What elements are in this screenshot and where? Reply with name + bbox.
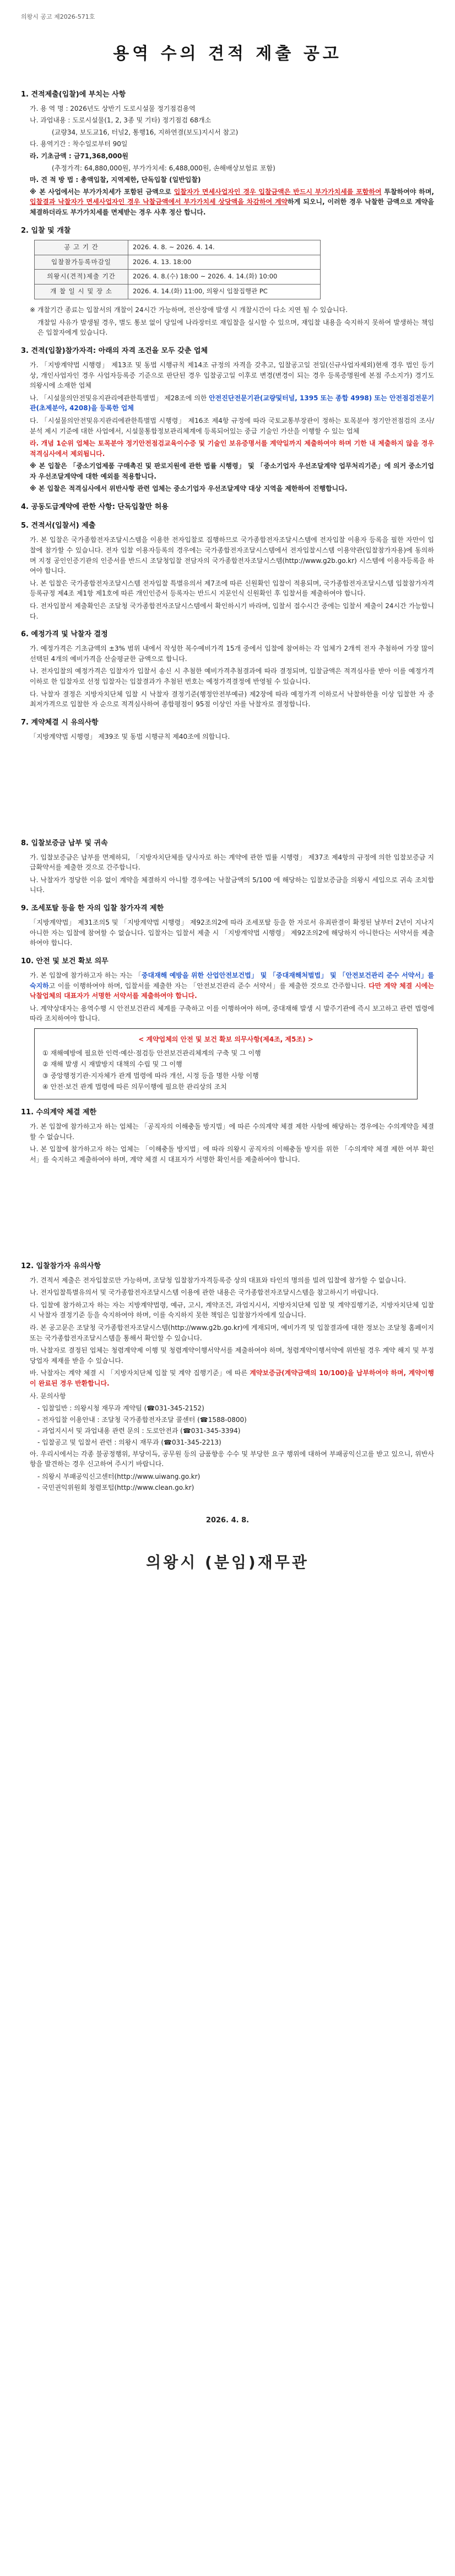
vat-note-post: 하게 되오니, 이러한 경우 낙찰한 금액으로 계약을 체결하더라도 부가가치세를 면제받는 경우 사후 정산 합니다. — [30, 198, 434, 217]
vat-note-red-1: 입찰자가 면세사업자인 경우 입찰금액은 반드시 부가가치세를 포함하여 — [174, 187, 382, 196]
schedule-table — [34, 240, 321, 299]
bidder-note: 다. 입찰에 참가하고자 하는 자는 지방계약법령, 예규, 고시, 계약조건, 과업지시서, 지방자치단체 입찰 및 계약집행기준, 지방자치단체 입찰 시 낙찰자 결정기준 등을 숙지하여야 하며, 이를 숙지하지 못한 책임은 입찰참가자에게 있습니다. — [30, 1301, 434, 1319]
report-link[interactable]: - 국민권익위원회 청렴포털(http://www.clean.go.kr) — [37, 1484, 194, 1492]
section-qualification — [21, 346, 434, 494]
price-item: 가. 예정가격은 기초금액의 ±3% 범위 내에서 작성한 복수예비가격 15개 중에서 입찰에 참여하는 각 업체가 2개씩 전자 추첨하여 가장 많이 선택된 4개의 예비가격을 산술평균한 금액으로 합니다. — [30, 645, 434, 663]
amount-breakdown: (추정가격: 64,880,000원, 부가가치세: 6,488,000원, 손해배상보험료 포함) — [52, 164, 275, 172]
section-private-contract-limit — [21, 1107, 434, 1165]
section-bid-subject — [21, 89, 434, 218]
vat-note-red-2: 입찰결과 낙찰자가 면세사업자인 경우 낙찰금액에서 부가가치세 상당액을 차감하여 계약 — [30, 198, 288, 206]
document-title: 용역 수의 견적 제출 공고 — [113, 44, 342, 64]
bond-item: 가. 입찰보증금은 납부를 면제하되, 「지방자치단체를 당사자로 하는 계약에 관한 법률 시행령」 제37조 제4항의 규정에 의한 입찰보증금 지급확약서를 제출한 것으로 간주합니다. — [30, 853, 434, 872]
section-heading: 8. 입찰보증금 납부 및 귀속 — [21, 839, 108, 847]
section-heading: 5. 견적서(입찰서) 제출 — [21, 522, 96, 530]
safety-obligations-box — [34, 1028, 418, 1099]
box-item: ④ 안전·보건 관계 법령에 따른 의무이행에 필요한 관리상의 조치 — [42, 1083, 227, 1091]
contract-note-text: 「지방계약법 시행령」 제39조 및 동법 시행규칙 제40조에 의합니다. — [30, 732, 230, 740]
service-name: 가. 용 역 명 : 2026년도 상반기 도로시설물 정기점검용역 — [30, 104, 196, 112]
section-heading: 9. 조세포탈 등을 한 자의 입찰 참가자격 제한 — [21, 904, 164, 913]
box-item: ① 재해예방에 필요한 인력·예산·점검등 안전보건관리체계의 구축 및 그 이행 — [42, 1049, 261, 1057]
section-heading: 6. 예정가격 및 낙찰자 결정 — [21, 630, 108, 639]
contact-item: - 전자입찰 이용안내 : 조달청 국가종합전자조달 콜센터 (☎1588-0800) — [37, 1415, 247, 1424]
section-price-decision — [21, 629, 434, 710]
vat-note — [30, 187, 434, 218]
box-item: ② 재해 발생 시 재발방지 대책의 수립 및 그 이행 — [42, 1060, 182, 1069]
qualification-na-blue: 안전진단전문기관(교량및터널, 1395 또는 종합 4998) 또는 안전점검전문기관(초제분야, 4208)을 등록한 업체 — [30, 394, 434, 412]
qualification-note: ※ 본 입찰은 「중소기업제품 구매촉진 및 판로지원에 관한 법률 시행령」 및 「중소기업자 우선조달계약 업무처리기준」에 의거 중소기업자 우선조달계약에 대한 예외를 적용합니다. — [30, 462, 434, 480]
bid-method: 마. 견 적 방 법 : 총액입찰, 지역제한, 단독입찰 (일반입찰) — [30, 176, 201, 184]
issuer-name: 의왕시 (분임)재무관 — [146, 1553, 309, 1572]
table-row — [35, 285, 321, 299]
service-period: 다. 용역기간 : 착수일로부터 90일 — [30, 140, 128, 148]
section-heading: 2. 입찰 및 개찰 — [21, 226, 71, 235]
schedule-note: ※ 개찰기간 종료는 입찰서의 개찰이 24시간 가능하며, 전산장애 발생 시 개찰시간이 다소 지연 될 수 있습니다. — [30, 306, 348, 314]
box-item: ③ 중앙행정기관·지자체가 관계 법령에 따라 개선, 시정 등을 명한 사항 이행 — [42, 1071, 259, 1080]
schedule-key: 공 고 기 간 — [35, 240, 128, 255]
section-heading: 10. 안전 및 보건 확보 의무 — [21, 957, 109, 965]
safety-ga-post: 고 이를 이행하여야 하며, 입찰서를 제출한 자는 「안전보건관리 준수 서약서」를 제출한 것으로 간주합니다. — [48, 981, 366, 990]
bidder-note — [30, 1368, 434, 1388]
base-amount: 라. 기초금액 : 금71,368,000원 — [30, 152, 128, 160]
safety-ga-blue: 중대재해 예방을 위한 산업안전보건법」 및 「중대재해처벌법」 및 「안전보건관리 준수 서약서」를 숙지하 — [30, 972, 434, 990]
schedule-value: 2026. 4. 8.(수) 18:00 ~ 2026. 4. 14.(화) 10:00 — [128, 270, 321, 285]
safety-ga — [30, 970, 434, 1001]
section-heading: 3. 견적(입찰)참가자격: 아래의 자격 조건을 모두 갖춘 업체 — [21, 346, 208, 355]
section-contract-notes — [21, 717, 434, 742]
table-row — [35, 255, 321, 270]
safety-ga-pre: 가. 본 입찰에 참가하고자 하는 자는 「 — [30, 972, 142, 980]
section-tax-evasion — [21, 903, 434, 948]
qualification-note: ※ 본 입찰은 적격심사에서 위반사항 관련 업체는 중소기업자 우선조달계약 대상 지역을 제한하여 진행합니다. — [30, 485, 348, 493]
schedule-value: 2026. 4. 13. 18:00 — [128, 255, 321, 270]
vat-note-mid: 투찰하여야 하며, — [381, 187, 434, 196]
schedule-value: 2026. 4. 14.(화) 11:00, 의왕시 입찰집행관 PC — [128, 285, 321, 299]
section-heading: 1. 견적제출(입찰)에 부치는 사항 — [21, 90, 126, 99]
section-heading: 11. 수의계약 체결 제한 — [21, 1108, 97, 1117]
section-safety — [21, 956, 434, 1099]
bidder-note: 라. 본 공고문은 조달청 국가종합전자조달시스템(http://www.g2b.go.kr)에 게재되며, 예비가격 및 입찰결과에 대한 정보는 조달청 홈페이지 또는 국가종합전자조달시스템을 통해서 확인할 수 있습니다. — [30, 1324, 434, 1342]
bond-item: 나. 낙찰자가 정당한 이유 없이 계약을 체결하지 아니할 경우에는 낙찰금액의 5/100 에 해당하는 입찰보증금을 의왕시 세입으로 귀속 조치합니다. — [30, 876, 434, 894]
safety-na: 나. 계약상대자는 용역수행 시 안전보건관리 체계를 구축하고 이를 이행하여야 하며, 중대재해 발생 시 발주기관에 즉시 보고하고 관련 법령에 따라 조치하여야 합니다. — [30, 1004, 434, 1023]
schedule-key: 개 찰 일 시 및 장 소 — [35, 285, 128, 299]
submission-item: 다. 전자입찰서 제출확인은 조달청 국가종합전자조달시스템에서 확인하시기 바라며, 입찰서 접수시간 중에는 입찰서 제출이 24시간 가능합니다. — [30, 602, 434, 620]
bidder-note-red: 계약보증금(계약금액의 10/100)을 납부하여야 하며, 계약이행이 완료된 경우 반환합니다. — [30, 1369, 434, 1388]
price-item: 나. 전자입찰의 예정가격은 입찰자가 입찰서 송신 시 추첨한 예비가격추첨결과에 따라 결정되며, 입찰금액은 적격심사를 받아 이를 예정가격 이하로 한 입찰자로 선정 입찰자는 입찰결과가 추첨된 번호는 예정가격결정에 반영될 수 있습니다. — [30, 667, 434, 686]
limit-item: 나. 본 입찰에 참가하고자 하는 업체는 「이해충돌 방지법」에 따라 의왕시 공직자의 이해충돌 방지를 위한 「수의계약 체결 제한 여부 확인서」를 숙지하고 제출하여야 하며, 계약 체결 시 대표자가 서명한 확인서를 제출하여야 합니다. — [30, 1145, 434, 1163]
contact-item: - 과업지시서 및 과업내용 관련 문의 : 도로안전과 (☎031-345-3394) — [37, 1427, 241, 1435]
schedule-key: 의왕시(견적)제출 기간 — [35, 270, 128, 285]
table-row — [35, 240, 321, 255]
section-bidder-notes — [21, 1261, 434, 1493]
section-heading: 12. 입찰참가자 유의사항 — [21, 1262, 101, 1270]
limit-item: 가. 본 입찰에 참가하고자 하는 업체는 「공직자의 이해충돌 방지법」에 따른 수의계약 체결 제한 사항에 해당하는 경우에는 수의계약을 체결할 수 없습니다. — [30, 1123, 434, 1141]
qualification-na — [30, 393, 434, 414]
task-detail: (교량34, 보도교16, 터널2, 통행16, 지하연결(보도)지시서 참고) — [52, 128, 239, 136]
section-bid-opening — [21, 226, 434, 338]
submission-item: 가. 본 입찰은 국가종합전자조달시스템을 이용한 전자입찰로 집행하므로 국가종합전자조달시스템에 전자입찰 이용자 등록을 필한 자만이 입찰에 참가할 수 있습니다. 전자 입찰 이용자등록의 경우에는 국가종합전자조달시스템에서 전자입찰시스템 이용약관(입찰참가자용)에 동의하며 지정 공인인증기관의 인증서를 반드시 조달청입찰 전담자의 국가종합전자조달시스템(http://www.g2b.go.kr) 시스템에 이용자등록을 하여야 합니다. — [30, 536, 434, 575]
bidder-note: 가. 견적서 제출은 전자입찰로만 가능하며, 조달청 입찰참가자격등록증 상의 대표와 타인의 명의를 빌려 입찰에 참가할 수 없습니다. — [30, 1276, 407, 1284]
qualification-da: 다. 「시설물의안전및유지관리에관한특별법 시행령」 제16조 제4항 규정에 따라 국토교통부장관이 정하는 토목분야 정기안전점검의 조사/분석 제시 기준에 대한 사업에서, 시설물통합정보관리체계에 등록되어있는 중급 기술인 가산을 이행할 수 있는 업체 — [30, 416, 434, 435]
schedule-note: 개찰일 사유가 발생될 경우, 별도 통보 없이 당일에 나라장터로 재입찰을 실시할 수 있으며, 재입찰 내용을 숙지하지 못하여 발생하는 책임은 입찰자에게 있습니다. — [37, 318, 434, 337]
bidder-note: 마. 낙찰자로 결정된 업체는 청렴계약제 이행 및 청렴계약이행서약서를 제출하여야 하며, 청렴계약이행서약에 위반될 경우 계약 해지 및 부정당업자 제재를 받을 수 있습니다. — [30, 1346, 434, 1365]
section-submission — [21, 520, 434, 621]
schedule-key: 입찰참가등록마감일 — [35, 255, 128, 270]
qualification-ra: 라. 개념 1순위 업체는 토목분야 정기안전점검교육이수증 및 기술인 보유증명서를 계약일까지 제출하여야 하며 기한 내 제출하지 않을 경우 적격심사에서 제외됩니다. — [30, 439, 434, 458]
vat-note-pre: ※ 본 사업에서는 부가가치세가 포함된 금액으로 — [30, 187, 174, 196]
schedule-value: 2026. 4. 8. ~ 2026. 4. 14. — [128, 240, 321, 255]
bidder-note-text: 바. 낙찰자는 계약 체결 시 「지방자치단체 입찰 및 계약 집행기준」에 따른 — [30, 1369, 250, 1377]
notice-date: 2026. 4. 8. — [205, 1516, 250, 1525]
submission-item: 나. 본 입찰은 국가종합전자조달시스템 전자입찰 특별유의서 제7조에 따른 신원확인 입찰이 적용되며, 국가종합전자조달시스템 입찰참가자격등록규정 제4조 제1항 제1호에 따른 개인인증서 등록자는 반드시 지문인식 신원확인 후 입찰서를 제출하여야 합니다. — [30, 579, 434, 598]
task-content: 나. 과업내용 : 도로시설물(1, 2, 3종 및 기타) 정기점검 68개소 — [30, 116, 212, 125]
notice-number: 의왕시 공고 제2026-571호 — [21, 13, 95, 20]
table-row — [35, 270, 321, 285]
bidder-note: 아. 우리시에서는 각종 불공정행위, 부당이득, 공무원 등의 금품향응 수수 및 부당한 요구 행위에 대하여 부패공익신고를 받고 있으니, 위반사항을 발견하는 경우 신고하여 주시기 바랍니다. — [30, 1450, 434, 1468]
bidder-note: 나. 전자입찰특별유의서 및 국가종합전자조달시스템 이용에 관한 내용은 국가종합전자조달시스템을 참고하시기 바랍니다. — [30, 1289, 379, 1297]
contact-item: - 입찰공고 및 입찰서 관련 : 의왕시 재무과 (☎031-345-2213) — [37, 1439, 221, 1447]
spacer — [21, 750, 434, 838]
section-heading: 7. 계약체결 시 유의사항 — [21, 718, 99, 727]
section-bid-bond — [21, 838, 434, 896]
spacer — [21, 1173, 434, 1261]
tax-evasion-text: 「지방계약법」 제31조의5 및 「지방계약법 시행령」 제92조의2에 따라 조세포탈 등을 한 자로서 유죄판결이 확정된 날부터 2년이 지나지 아니한 자는 입찰에 참여할 수 없습니다. 입찰자는 입찰서 제출 시 「지방계약법 시행령」 제92조의2에 해당하지 아니한다는 서약서를 제출하여야 합니다. — [30, 919, 434, 947]
box-title: < 계약업체의 안전 및 보건 확보 의무사항(제4조, 제5조) > — [138, 1035, 313, 1044]
section-heading: 4. 공동도급계약에 관한 사항: 단독입찰만 허용 — [21, 503, 169, 512]
qualification-na-text: 나. 「시설물의안전및유지관리에관한특별법」 제28조에 의한 — [30, 394, 209, 402]
section-joint-contract — [21, 502, 434, 513]
contact-item: - 입찰일반 : 의왕시청 재무과 계약팀 (☎031-345-2152) — [37, 1404, 204, 1413]
safety-ga-red: 다만 계약 체결 시에는 낙찰업체의 대표자가 서명한 서약서를 제출하여야 합니다. — [30, 981, 434, 1000]
report-link[interactable]: - 의왕시 부패공익신고센터(http://www.uiwang.go.kr) — [37, 1472, 201, 1480]
price-item: 다. 낙찰자 결정은 지방자치단체 입찰 시 낙찰자 결정기준(행정안전부예규) 제2장에 따라 예정가격 이하로서 낙찰하한율 이상 입찰한 자 중 최저가격으로 입찰한 자 순으로 적격심사하여 종합평점이 95점 이상인 자를 낙찰자로 결정합니다. — [30, 690, 434, 709]
inquiry-heading: 사. 문의사항 — [30, 1392, 66, 1400]
qualification-ga: 가. 「지방계약법 시행령」 제13조 및 동법 시행규칙 제14조 규정의 자격을 갖추고, 입찰공고일 전일(신규사업자제외)현재 경우 법인 등기상, 개인사업자인 경우 사업자등록증 기준으로 판단된 경우 입찰공고일 이후로 변경(변경이 되는 경우 등록증명원에 본점 주소지가) 경기도 의왕시에 소재한 업체 — [30, 361, 434, 390]
